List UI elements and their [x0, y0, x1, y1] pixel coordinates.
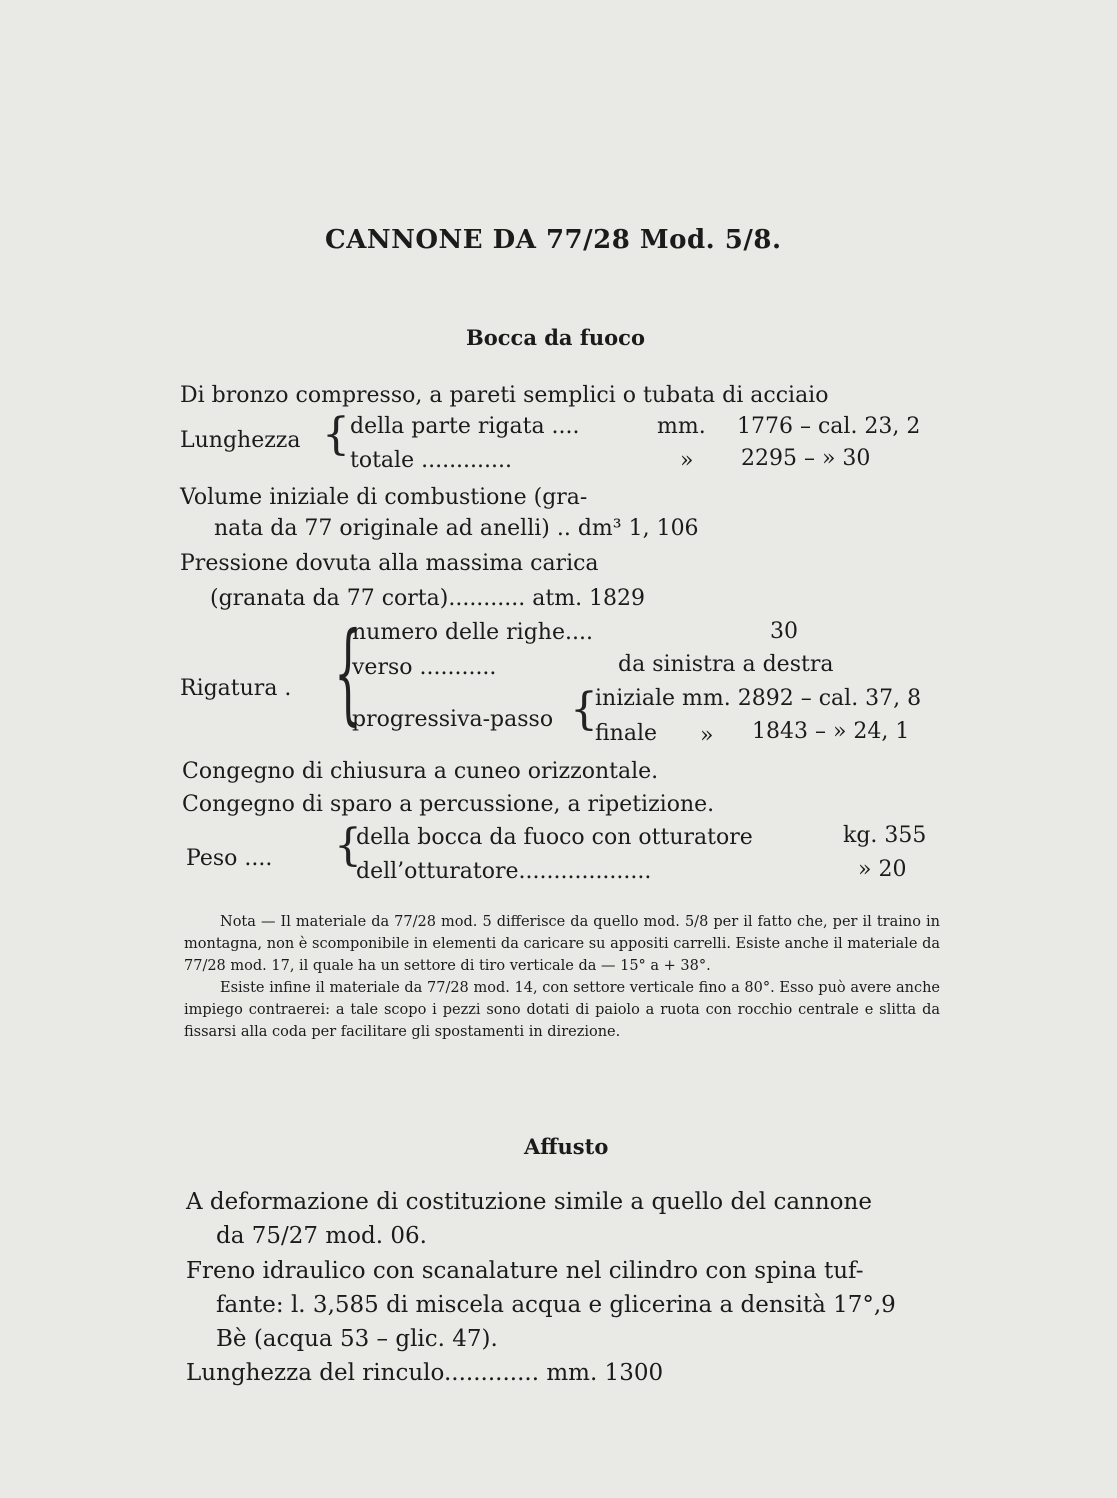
rigatura-numero-value: 30 — [770, 619, 798, 644]
affusto-p2-line-2: fante: l. 3,585 di miscela acqua e glicerina a densità 17°,9 — [216, 1292, 896, 1318]
page-title: CANNONE DA 77/28 Mod. 5/8. — [325, 225, 782, 255]
peso-brace: { — [334, 820, 362, 871]
peso-row-1-value: kg. 355 — [843, 823, 927, 848]
sparo-line: Congegno di sparo a percussione, a ripetizione. — [182, 792, 715, 817]
affusto-p2-line-1: Freno idraulico con scanalature nel cilindro con spina tuf- — [186, 1258, 864, 1284]
rigatura-verso-desc: verso ........... — [352, 655, 497, 680]
lunghezza-row-1-value: 1776 – cal. 23, 2 — [737, 414, 921, 439]
peso-row-2-value: » 20 — [858, 857, 907, 882]
affusto-p2-line-3: Bè (acqua 53 – glic. 47). — [216, 1326, 498, 1352]
affusto-p3: Lunghezza del rinculo............. mm. 1300 — [186, 1360, 664, 1386]
rigatura-numero-desc: numero delle righe.... — [352, 620, 593, 645]
lunghezza-row-1-unit: mm. — [657, 414, 706, 439]
rigatura-progressiva-desc: progressiva-passo — [352, 707, 554, 732]
rigatura-iniziale: iniziale mm. 2892 – cal. 37, 8 — [595, 686, 922, 711]
rigatura-finale-value: 1843 – » 24, 1 — [752, 719, 910, 744]
lunghezza-label: Lunghezza — [180, 428, 301, 453]
peso-row-2-desc: dell’otturatore................... — [356, 859, 652, 884]
volume-line-2: nata da 77 originale ad anelli) .. dm³ 1, 106 — [214, 516, 699, 541]
lunghezza-row-2-value: 2295 – » 30 — [741, 446, 871, 471]
affusto-p1-line-2: da 75/27 mod. 06. — [216, 1223, 427, 1249]
lunghezza-row-1-desc: della parte rigata .... — [350, 414, 580, 439]
volume-line-1: Volume iniziale di combustione (gra- — [180, 485, 588, 510]
rigatura-finale-desc: finale — [595, 721, 658, 746]
nota-paragraph-1: Nota — Il materiale da 77/28 mod. 5 differisce da quello mod. 5/8 per il fatto che, per il traino in montagna, non è scomponibile in elementi da caricare su appositi carrelli. Esiste anche il materiale da 77/28 mod. 17, il quale ha un settore di tiro verticale da — 15° a + 38°. — [184, 914, 940, 974]
peso-label: Peso .... — [186, 846, 273, 871]
lunghezza-row-2-desc: totale ............. — [350, 448, 513, 473]
affusto-p1-line-1: A deformazione di costituzione simile a quello del cannone — [186, 1189, 872, 1215]
lunghezza-row-2-unit: » — [680, 448, 694, 473]
pressione-line-2: (granata da 77 corta)........... atm. 1829 — [210, 586, 646, 611]
material-text: Di bronzo compresso, a pareti semplici o tubata di acciaio — [180, 383, 829, 408]
pressione-line-1: Pressione dovuta alla massima carica — [180, 551, 599, 576]
section-heading-bocca: Bocca da fuoco — [466, 325, 645, 350]
nota-block — [184, 911, 940, 1043]
material-line — [180, 383, 932, 408]
chiusura-line: Congegno di chiusura a cuneo orizzontale. — [182, 759, 659, 784]
section-heading-affusto: Affusto — [524, 1134, 609, 1159]
rigatura-finale-unit: » — [700, 723, 714, 748]
lunghezza-brace: { — [322, 409, 350, 460]
progressiva-brace: { — [570, 684, 598, 735]
rigatura-brace: { — [334, 608, 362, 736]
nota-paragraph-2: Esiste infine il materiale da 77/28 mod. 14, con settore verticale fino a 80°. Esso può avere anche impiego contraerei: a tale scopo i pezzi sono dotati di paiolo a ruota con rocchio centrale e slitta da fissarsi alla coda per facilitare gli spostamenti in direzione. — [184, 980, 940, 1040]
rigatura-verso-value: da sinistra a destra — [618, 652, 834, 677]
peso-row-1-desc: della bocca da fuoco con otturatore — [356, 825, 753, 850]
rigatura-label: Rigatura . — [180, 676, 292, 701]
